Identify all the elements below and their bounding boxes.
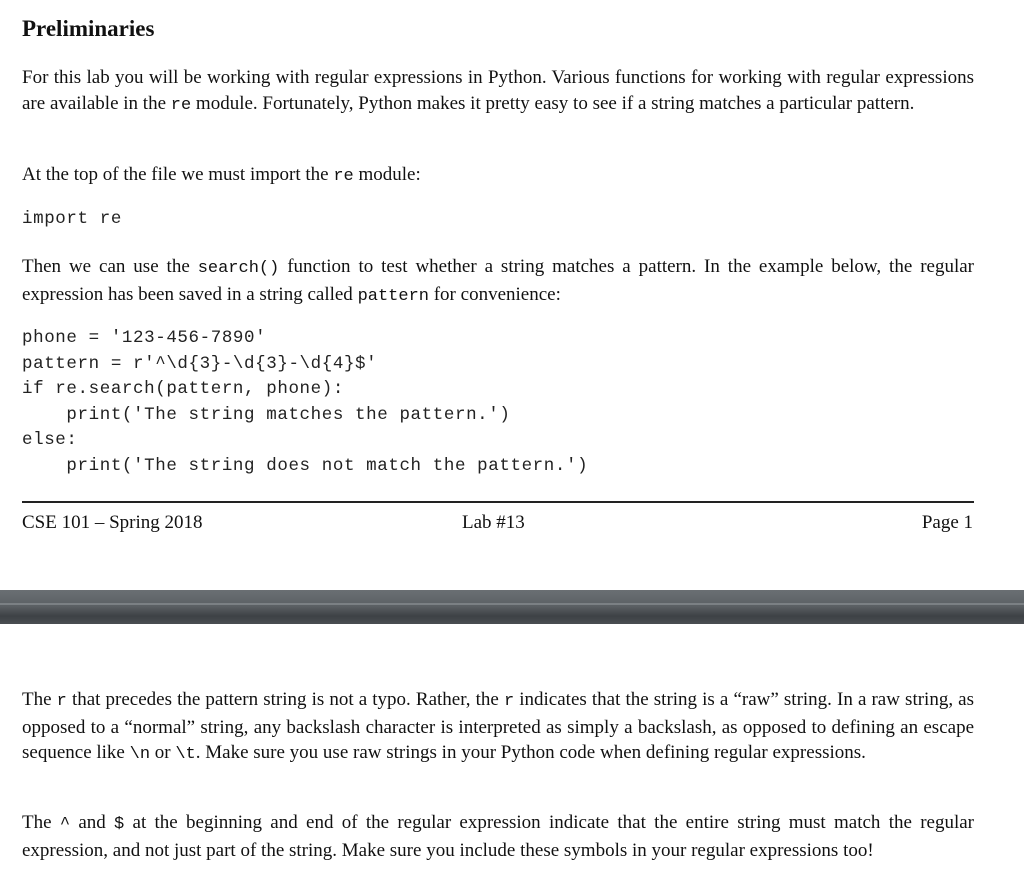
paragraph-text: module: [353,164,421,185]
paragraph-text: At the top of the file we must import the [22,164,334,185]
paragraph-text: For this lab you will be working with regular expressions in Python. Various functions for working with regular expressions are available in the [22,67,974,114]
footer-course: CSE 101 – Spring 2018 [22,512,203,533]
search-function-paragraph [22,254,974,309]
paragraph-text: The [22,812,60,833]
paragraph-text: The [22,689,57,710]
page-separator [0,590,1024,624]
raw-string-paragraph [22,687,974,768]
footer-divider [22,501,974,503]
import-instruction-paragraph [22,162,974,190]
paragraph-text: module. Fortunately, Python makes it pretty easy to see if a string matches a particular pattern. [191,92,915,114]
inline-code: \n [129,745,151,764]
inline-code: ^ [59,815,71,834]
inline-code: r [503,692,515,711]
import-code-block: import re [22,209,122,229]
paragraph-text: for convenience: [428,283,561,305]
paragraph-text: or [150,742,176,763]
example-code-block: phone = '123-456-7890' pattern = r'^\d{3}-\d{3}-\d{4}$' if re.search(pattern, phone): print('The string matches the pattern.') else: print('The string does not match the pattern.') [22,328,589,476]
intro-paragraph [22,65,974,118]
inline-code: re [333,167,354,186]
paragraph-text: . Make sure you use raw strings in your Python code when defining regular expressions. [195,742,866,763]
inline-code: $ [114,815,125,834]
paragraph-text: at the beginning and end of the regular expression indicate that the entire string must match the regular expression, and not just part of the string. Make sure you include these symbols in your regular expressions too! [22,812,975,861]
section-heading: Preliminaries [22,16,155,41]
footer-page-number: Page 1 [921,512,973,533]
paragraph-text: function to test whether a string matches a pattern. In the example below, the regular expression has been saved in a string called [22,256,974,305]
inline-code: r [56,692,67,711]
inline-code: \t [175,745,196,764]
anchors-paragraph [22,810,974,863]
paragraph-text: and [70,812,115,833]
paragraph-text: that precedes the pattern string is not a typo. Rather, the [66,689,504,710]
page-separator-highlight [0,603,1024,605]
paragraph-text: indicates that the string is a “raw” string. In a raw string, as opposed to a “normal” string, any backslash character is interpreted as simply a backslash, as opposed to defining an escape sequence like [22,689,974,763]
inline-code: pattern [357,286,429,306]
footer-lab-number: Lab #13 [462,512,525,533]
inline-code: re [170,95,192,115]
inline-code: search() [197,259,280,278]
document-page-2 [0,624,1024,879]
paragraph-text: Then we can use the [22,256,198,277]
